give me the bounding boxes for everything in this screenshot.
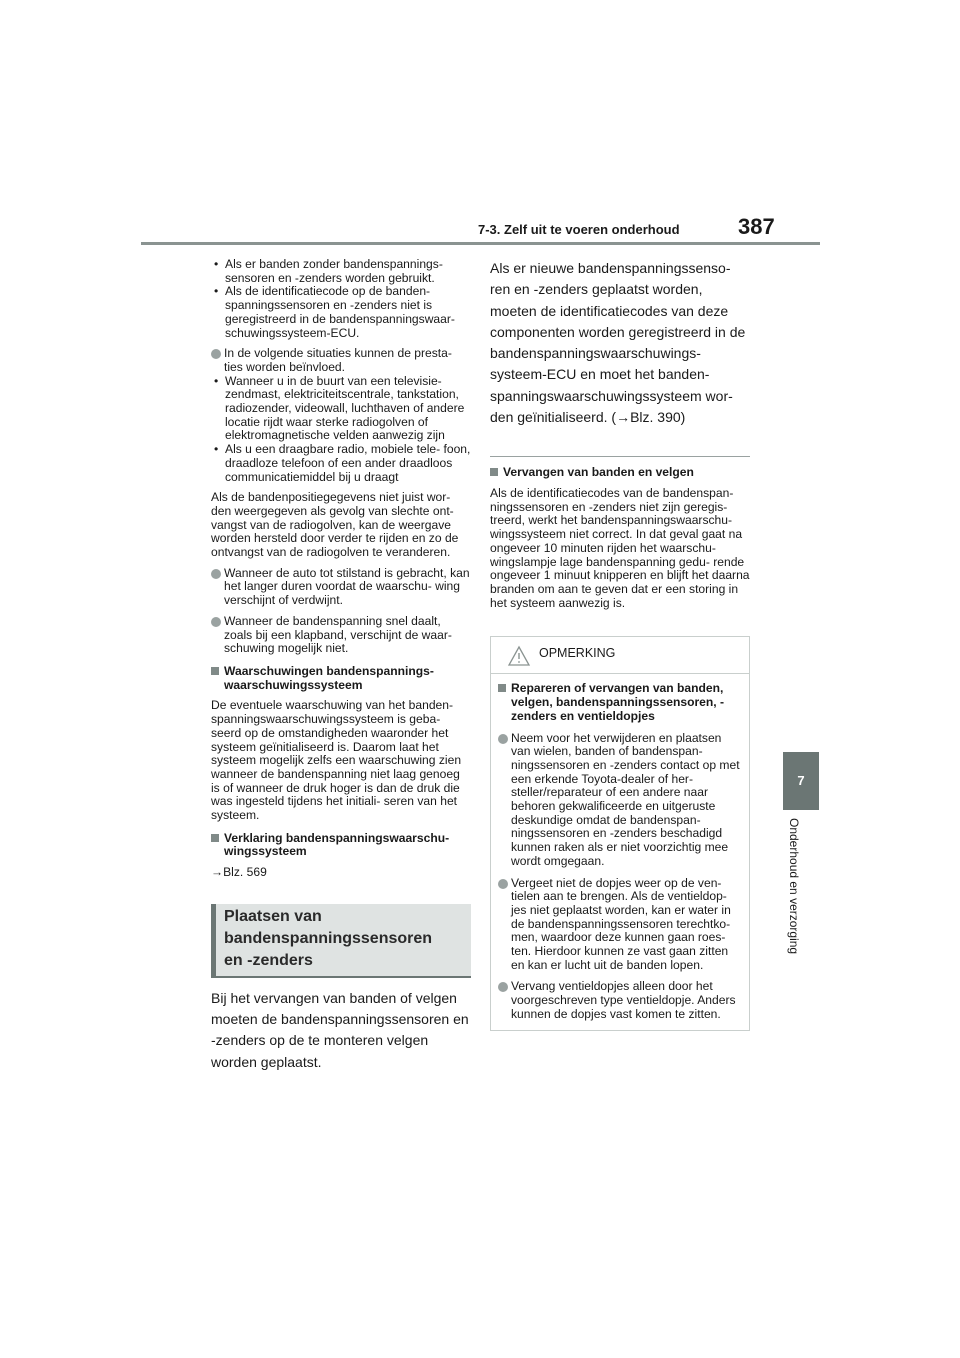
- warning-triangle-icon: [507, 645, 531, 667]
- paragraph: De eventuele waarschuwing van het banden- spanningswaarschuwingssysteem is geba- seerd op de omstandigheden waaronder het systeem geïnitialiseerd is. Daarom laat het systeem mogelijk zelfs een waarschuwing zien wanneer de bandenspanning niet laag genoeg is of wanneer de druk hoger is dan de druk die was ingesteld tijdens het initiali- seren van het systeem.: [211, 698, 462, 823]
- list-item: • Als de identificatiecode op de banden- spanningssensoren en -zenders niet is geregistreerd in de bandenspanningswaar- schuwingssysteem-ECU.: [211, 285, 471, 340]
- square-marker-icon: [211, 667, 219, 675]
- section-header-title: 7-3. Zelf uit te voeren onderhoud: [478, 222, 680, 237]
- subheading: Verklaring bandenspanningswaarschu- wingssysteem: [211, 832, 471, 859]
- bullet-dot-icon: [211, 349, 221, 359]
- bullet-dot-icon: [498, 734, 508, 744]
- notice-heading: Repareren of vervangen van banden, velgen, bandenspanningssensoren, -zenders en ventieldopjes: [498, 682, 741, 723]
- list-item: • Als u een draagbare radio, mobiele tele- foon, draadloze telefoon of een ander draadloos communicatiemiddel bij u draagt: [211, 443, 471, 484]
- dot-item: Wanneer de bandenspanning snel daalt, zoals bij een klapband, verschijnt de waar- schuwing mogelijk niet.: [211, 615, 471, 656]
- subheading: Waarschuwingen bandenspannings- waarschuwingssysteem: [211, 665, 471, 692]
- notice-box: [490, 636, 750, 1030]
- bullet-dot-icon: [498, 879, 508, 889]
- left-column: [211, 258, 471, 1073]
- section-heading-line: en -zenders: [224, 951, 313, 969]
- paragraph: Als de bandenpositiegegevens niet juist wor- den weergegeven als gevolg van slechte ont- vangst van de radiogolven, kan de weergave worden hersteld door verder te rijden en zo de ontvangst van de radiogolven te veranderen.: [211, 490, 459, 560]
- dot-item: Wanneer de auto tot stilstand is gebracht, kan het langer duren voordat de waarschu- wing verschijnt of verdwijnt.: [211, 567, 471, 608]
- square-marker-icon: [498, 684, 506, 692]
- paragraph: Als de identificatiecodes van de bandenspan- ningssensoren en -zenders niet zijn geregis- treerd, werkt het bandenspanningswaarschu- wingssysteem niet correct. In dat geval gaat na ongeveer 10 minuten rijden het waarschu- wingslampje lage bandenspanning gedu- rende ongeveer 1 minuut knipperen en blijft het daarna branden om aan te geven dat er een storing in het systeem aanwezig is.: [490, 486, 750, 610]
- right-column: [490, 258, 750, 1031]
- chapter-tab-number: 7: [783, 752, 819, 810]
- divider: [490, 456, 750, 457]
- section-heading-line: bandenspanningssensoren: [224, 929, 433, 947]
- chapter-tab-label: Onderhoud en verzorging: [787, 818, 801, 955]
- subheading: Vervangen van banden en velgen: [490, 466, 750, 480]
- section-heading: [211, 904, 471, 978]
- dot-item: Vervang ventieldopjes alleen door het voorgeschreven type ventieldopje. Anders kunnen de dopjes vast komen te zitten.: [498, 980, 741, 1021]
- section-accent-bar: [211, 904, 216, 978]
- dot-item: Vergeet niet de dopjes weer op de ven- tielen aan te brengen. Als de ventieldop- jes niet geplaatst worden, kan er water in de bandenspanningssensoren terechtko- men, waardoor deze kunnen gaan roes- ten. Hierdoor kunnen ze vast gaan zitten en kan er lucht uit de banden lopen.: [498, 877, 741, 973]
- dot-item: Neem voor het verwijderen en plaatsen van wielen, banden of bandenspan- ningssensoren en -zenders contact op met een erkende Toyota-dealer of her- steller/reparateur of een andere naar behoren gekwalificeerde en uitgeruste deskundige omdat de bandenspan- ningssensoren en -zenders beschadigd kunnen raken als er niet voorzichtig mee wordt omgegaan.: [498, 732, 741, 869]
- square-marker-icon: [211, 834, 219, 842]
- bullet-dot-icon: [211, 569, 221, 579]
- section-heading-line: Plaatsen van: [224, 907, 322, 925]
- header-divider: [141, 242, 820, 245]
- list-item: • Wanneer u in de buurt van een televisie- zendmast, elektriciteitscentrale, tankstation, radiozender, videowall, luchthaven of andere locatie rijdt waar sterke radiogolven of elektromagnetische velden aanwezig zijn: [211, 375, 471, 444]
- notice-title: OPMERKING: [539, 646, 616, 661]
- intro-text: Als er nieuwe bandenspanningssenso- ren en -zenders geplaatst worden, moeten de identificatiecodes van deze componenten worden geregistreerd in de bandenspanningswaarschuwings- systeem-ECU en moet het banden- spanningswaarschuwingssysteem wor- den geïnitialiseerd. (→Blz. 390): [490, 260, 746, 426]
- dot-item: In de volgende situaties kunnen de presta- ties worden beïnvloed.: [211, 347, 471, 374]
- bullet-dot-icon: [498, 982, 508, 992]
- page-reference: →Blz. 569: [211, 865, 267, 880]
- list-item: • Als er banden zonder bandenspannings- sensoren en -zenders worden gebruikt.: [211, 258, 471, 285]
- page-number: 387: [738, 214, 775, 239]
- section-text: Bij het vervangen van banden of velgen moeten de bandenspanningssensoren en -zenders op de te monteren velgen worden geplaatst.: [211, 989, 469, 1070]
- square-marker-icon: [490, 468, 498, 476]
- bullet-dot-icon: [211, 617, 221, 627]
- notice-header: [491, 645, 749, 674]
